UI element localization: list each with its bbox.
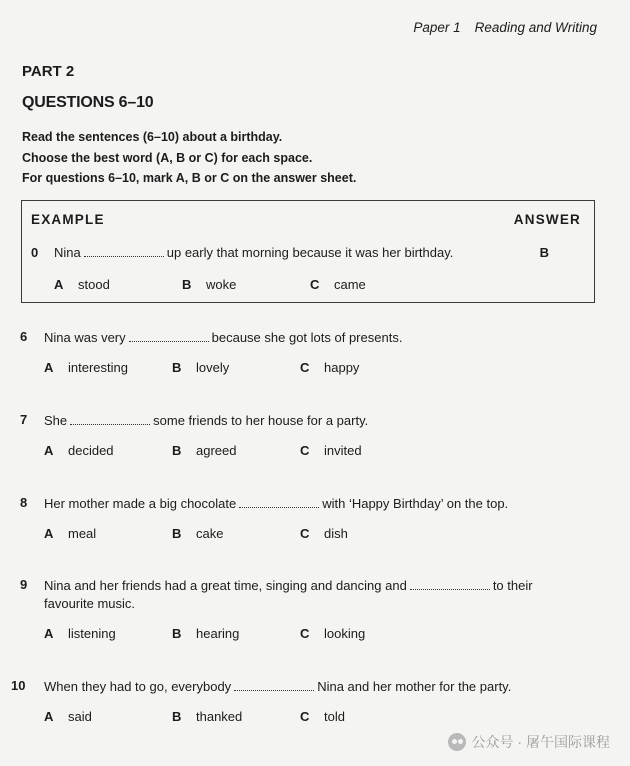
answer-blank (234, 681, 314, 691)
answer-blank (70, 415, 150, 425)
question-number: 8 (20, 495, 28, 510)
question-options (44, 443, 444, 461)
option-a: A said (44, 709, 92, 724)
option-a: A interesting (44, 360, 128, 375)
option-a: A stood (54, 277, 110, 292)
question-sentence: Nina and her friends had a great time, singing and dancing and to their favourite music. (44, 577, 584, 613)
watermark (448, 732, 610, 752)
question-options (44, 360, 444, 378)
question-number: 9 (20, 577, 28, 592)
instruction-line: Read the sentences (6–10) about a birthday. (22, 130, 283, 144)
question-number: 10 (11, 678, 26, 693)
sentence-before: Nina (54, 245, 81, 260)
question-sentence: Nina was very because she got lots of presents. (44, 330, 403, 345)
question-sentence: She some friends to her house for a party. (44, 413, 369, 428)
option-b: B lovely (172, 360, 230, 375)
sentence-line-2: favourite music. (44, 596, 136, 611)
questions-title: QUESTIONS 6–10 (22, 94, 154, 111)
answer-blank (239, 498, 319, 508)
question-sentence: Her mother made a big chocolate with ‘Happy Birthday’ on the top. (44, 496, 509, 511)
example-number: 0 (31, 245, 39, 260)
option-b: B thanked (172, 709, 243, 724)
question-number: 6 (20, 329, 28, 344)
instructions (22, 127, 356, 189)
option-a: A decided (44, 443, 114, 458)
option-b: B agreed (172, 443, 237, 458)
option-c: C dish (300, 526, 348, 541)
example-box (21, 200, 595, 303)
example-sentence (54, 245, 453, 260)
part-title: PART 2 (22, 63, 75, 80)
paper-label: Paper 1 (413, 20, 461, 35)
option-a: A meal (44, 526, 97, 541)
example-label: EXAMPLE (31, 212, 105, 227)
watermark-text: 公众号 · 屠午国际课程 (471, 734, 610, 750)
answer-label: ANSWER (513, 212, 581, 227)
question-number: 7 (20, 412, 28, 427)
option-c: C looking (300, 626, 366, 641)
question-sentence: When they had to go, everybody Nina and her mother for the party. (44, 679, 512, 694)
option-c: C happy (300, 360, 360, 375)
answer-blank (410, 580, 490, 590)
question-options (44, 626, 444, 644)
option-b: B hearing (172, 626, 240, 641)
option-c: C came (310, 277, 366, 292)
question-options (44, 709, 444, 727)
section-label: Reading and Writing (474, 20, 597, 35)
option-c: C told (300, 709, 345, 724)
option-b: B woke (182, 277, 237, 292)
sentence-after: up early that morning because it was her birthday. (166, 245, 454, 260)
page-header (413, 20, 597, 35)
example-answer: B (539, 245, 549, 260)
option-a: A listening (44, 626, 116, 641)
wechat-icon (448, 733, 466, 751)
answer-blank (129, 332, 209, 342)
answer-blank (84, 247, 164, 257)
instruction-line: For questions 6–10, mark A, B or C on the answer sheet. (22, 171, 357, 185)
question-options (44, 526, 444, 544)
instruction-line: Choose the best word (A, B or C) for each space. (22, 150, 313, 165)
option-b: B cake (172, 526, 224, 541)
option-c: C invited (300, 443, 362, 458)
